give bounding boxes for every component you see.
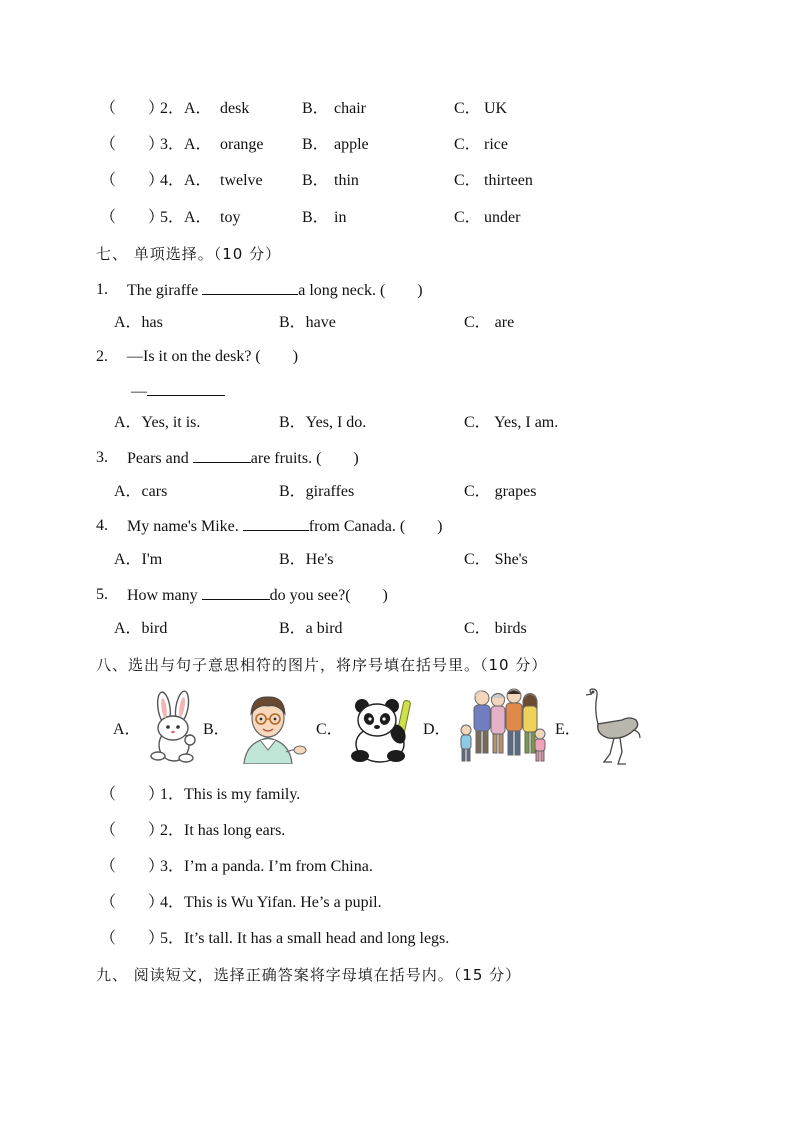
question-text-post: from Canada. ( ) (308, 518, 443, 535)
option-c: C． are (464, 314, 515, 331)
option-b: B．Yes, I do. (279, 414, 367, 431)
option-c-label: C． (454, 100, 481, 117)
option-c: rice (484, 136, 508, 153)
question-2-reply (131, 381, 225, 402)
option-c-label: C． (454, 172, 481, 189)
panda-icon (346, 694, 418, 764)
answer-paren[interactable]: （ ） (100, 136, 165, 153)
question-3-text (127, 448, 359, 469)
option-b: B．a bird (279, 620, 343, 637)
answer-blank[interactable] (193, 448, 251, 463)
option-b: B．have (279, 314, 336, 331)
question-text-post: are fruits. ( ) (250, 450, 359, 467)
picture-label-c: C． (316, 721, 343, 738)
option-b-label: B． (302, 209, 329, 226)
option-a: desk (220, 100, 250, 117)
question-number: 1. (96, 281, 108, 298)
question-text-pre: My name's Mike. (127, 518, 239, 535)
answer-paren[interactable]: （ ） (100, 209, 165, 226)
answer-blank[interactable] (202, 280, 298, 295)
answer-paren[interactable]: （ ） (100, 858, 165, 875)
option-c: C． birds (464, 620, 527, 637)
option-b: chair (334, 100, 366, 117)
option-b: B．giraffes (279, 483, 355, 500)
question-4-text (127, 516, 443, 537)
question-number: 5. (96, 586, 108, 603)
boy-icon (234, 690, 308, 764)
option-a: twelve (220, 172, 263, 189)
answer-blank[interactable] (147, 381, 225, 396)
dash: — (131, 383, 147, 400)
option-b-label: B． (302, 100, 329, 117)
answer-paren[interactable]: （ ） (100, 930, 165, 947)
option-b: thin (334, 172, 359, 189)
family-icon (456, 686, 548, 766)
option-b: apple (334, 136, 369, 153)
question-1-text (127, 280, 423, 301)
option-b-label: B． (302, 172, 329, 189)
picture-label-b: B． (203, 721, 230, 738)
answer-blank[interactable] (202, 585, 270, 600)
section-9-title: 九、 阅读短文，选择正确答案将字母填在括号内。（15 分） (96, 966, 522, 984)
rabbit-icon (144, 690, 206, 766)
question-number: 3．A． (160, 136, 212, 153)
question-text-pre: Pears and (127, 450, 189, 467)
answer-paren[interactable]: （ ） (100, 822, 165, 839)
answer-paren[interactable]: （ ） (100, 786, 165, 803)
answer-paren[interactable]: （ ） (100, 172, 165, 189)
picture-label-a: A． (113, 721, 141, 738)
answer-paren[interactable]: （ ） (100, 894, 165, 911)
option-b: B．He's (279, 551, 334, 568)
option-c-label: C． (454, 209, 481, 226)
picture-label-d: D． (423, 721, 451, 738)
answer-blank[interactable] (243, 516, 309, 531)
section-8-title: 八、选出与句子意思相符的图片，将序号填在括号里。（10 分） (96, 656, 548, 674)
option-a: A．has (114, 314, 163, 331)
sentence: 4．This is Wu Yifan. He’s a pupil. (160, 894, 382, 911)
option-a: orange (220, 136, 264, 153)
option-c: C． Yes, I am. (464, 414, 559, 431)
section-7-title: 七、 单项选择。（10 分） (96, 245, 282, 263)
option-c: C． grapes (464, 483, 537, 500)
option-a: A．cars (114, 483, 168, 500)
sentence: 2．It has long ears. (160, 822, 286, 839)
option-a: toy (220, 209, 241, 226)
ostrich-icon (578, 686, 642, 768)
option-b-label: B． (302, 136, 329, 153)
picture-label-e: E． (555, 721, 581, 738)
option-c-label: C． (454, 136, 481, 153)
question-text-pre: How many (127, 587, 198, 604)
question-number: 4. (96, 517, 108, 534)
question-number: 2. (96, 348, 108, 365)
option-c: C． She's (464, 551, 528, 568)
question-text-post: a long neck. ( ) (298, 282, 423, 299)
option-c: under (484, 209, 521, 226)
option-a: A．I'm (114, 551, 163, 568)
option-c: thirteen (484, 172, 533, 189)
option-c: UK (484, 100, 508, 117)
option-b: in (334, 209, 347, 226)
option-a: A．Yes, it is. (114, 414, 201, 431)
question-number: 4．A． (160, 172, 212, 189)
sentence: 3．I’m a panda. I’m from China. (160, 858, 373, 875)
question-number: 5．A． (160, 209, 212, 226)
sentence: 1．This is my family. (160, 786, 301, 803)
question-5-text (127, 585, 388, 606)
question-number: 2．A． (160, 100, 212, 117)
sentence: 5．It’s tall. It has a small head and long legs. (160, 930, 450, 947)
question-2-text: —Is it on the desk? ( ) (127, 348, 299, 365)
question-number: 3. (96, 449, 108, 466)
question-text-post: do you see?( ) (269, 587, 388, 604)
option-a: A．bird (114, 620, 168, 637)
question-text-pre: The giraffe (127, 282, 199, 299)
answer-paren[interactable]: （ ） (100, 100, 165, 117)
